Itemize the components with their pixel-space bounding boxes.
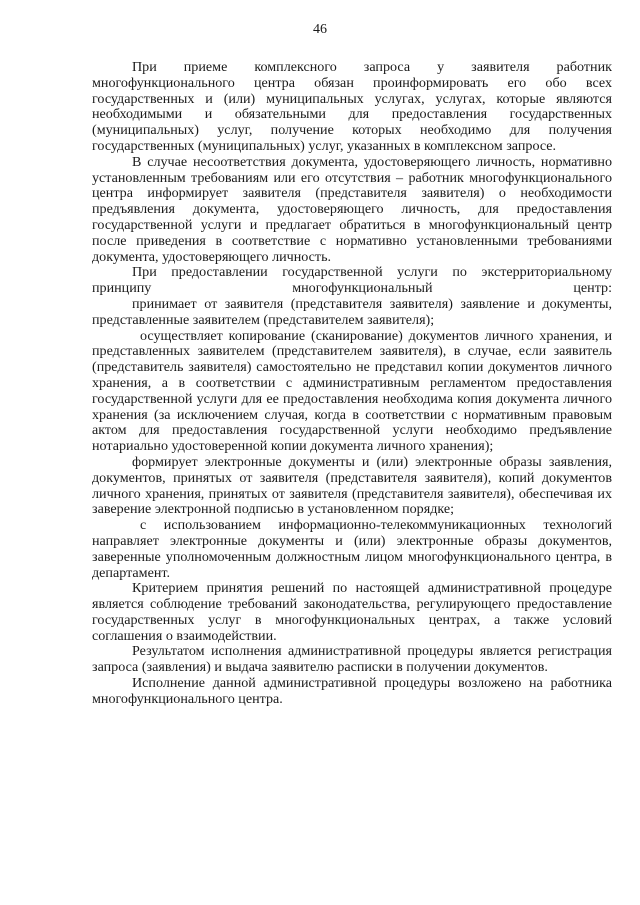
paragraph-complex-request: При приеме комплексного запроса у заявителя работник многофункционального центра обязан проинформировать его обо всех государственных и (или) муниципальных услугах, услугах, которые являются необходимыми и обязательными для предоставления государственных (муниципальных) услуг, получение которых необходимо для получения государственных (муниципальных) услуг, указанных в комплексном запросе. <box>92 59 612 154</box>
list-item-sends-documents: с использованием информационно-телекоммуникационных технологий направляет электронные документы и (или) электронные образы документов, заверенные уполномоченным должностным лицом многофункционального центра, в департамент. <box>92 517 612 581</box>
page-number: 46 <box>313 22 327 37</box>
document-body <box>92 60 612 708</box>
list-item-forms-electronic-documents: формирует электронные документы и (или) электронные образы заявления, документов, принятых от заявителя (представителя заявителя), копий документов личного хранения, принятых от заявителя (представителя заявителя), обеспечивая их заверение электронной подписью в установленном порядке; <box>92 453 612 518</box>
paragraph-procedure-responsible: Исполнение данной административной процедуры возложено на работника многофункционального центра. <box>92 675 612 707</box>
list-item-copies-documents: осуществляет копирование (сканирование) документов личного хранения, и представленных заявителем (представителем заявителя), в случае, если заявитель (представитель заявителя) самостоятельно не представил копии документов личного хранения, а в соответствии с административным регламентом предоставления государственной услуги для ее предоставления необходима копия документа личного хранения (за исключением случая, когда в соответствии с нормативным правовым актом для предоставления государственной услуги необходимо предъявление нотариально удостоверенной копии документа личного хранения); <box>92 327 612 455</box>
paragraph-extraterritorial-intro: При предоставлении государственной услуги по экстерриториальному принципу многофункциональный центр: <box>92 264 612 297</box>
list-item-accepts-application: принимает от заявителя (представителя заявителя) заявление и документы, представленные заявителем (представителем заявителя); <box>92 295 612 328</box>
paragraph-procedure-result: Результатом исполнения административной процедуры является регистрация запроса (заявления) и выдача заявителю расписки в получении документов. <box>92 643 612 676</box>
paragraph-identity-document: В случае несоответствия документа, удостоверяющего личность, нормативно установленным требованиям или его отсутствия – работник многофункционального центра информирует заявителя (представителя заявителя) о необходимости предъявления документа, удостоверяющего личность, для предоставления государственной услуги и предлагает обратиться в многофункциональный центр после приведения в соответствие с нормативно установленными требованиями документа, удостоверяющего личность. <box>92 153 612 265</box>
paragraph-decision-criterion: Критерием принятия решений по настоящей административной процедуре является соблюдение требований законодательства, регулирующего предоставление государственных услуг в многофункциональных центрах, а также условий соглашения о взаимодействии. <box>92 580 612 644</box>
